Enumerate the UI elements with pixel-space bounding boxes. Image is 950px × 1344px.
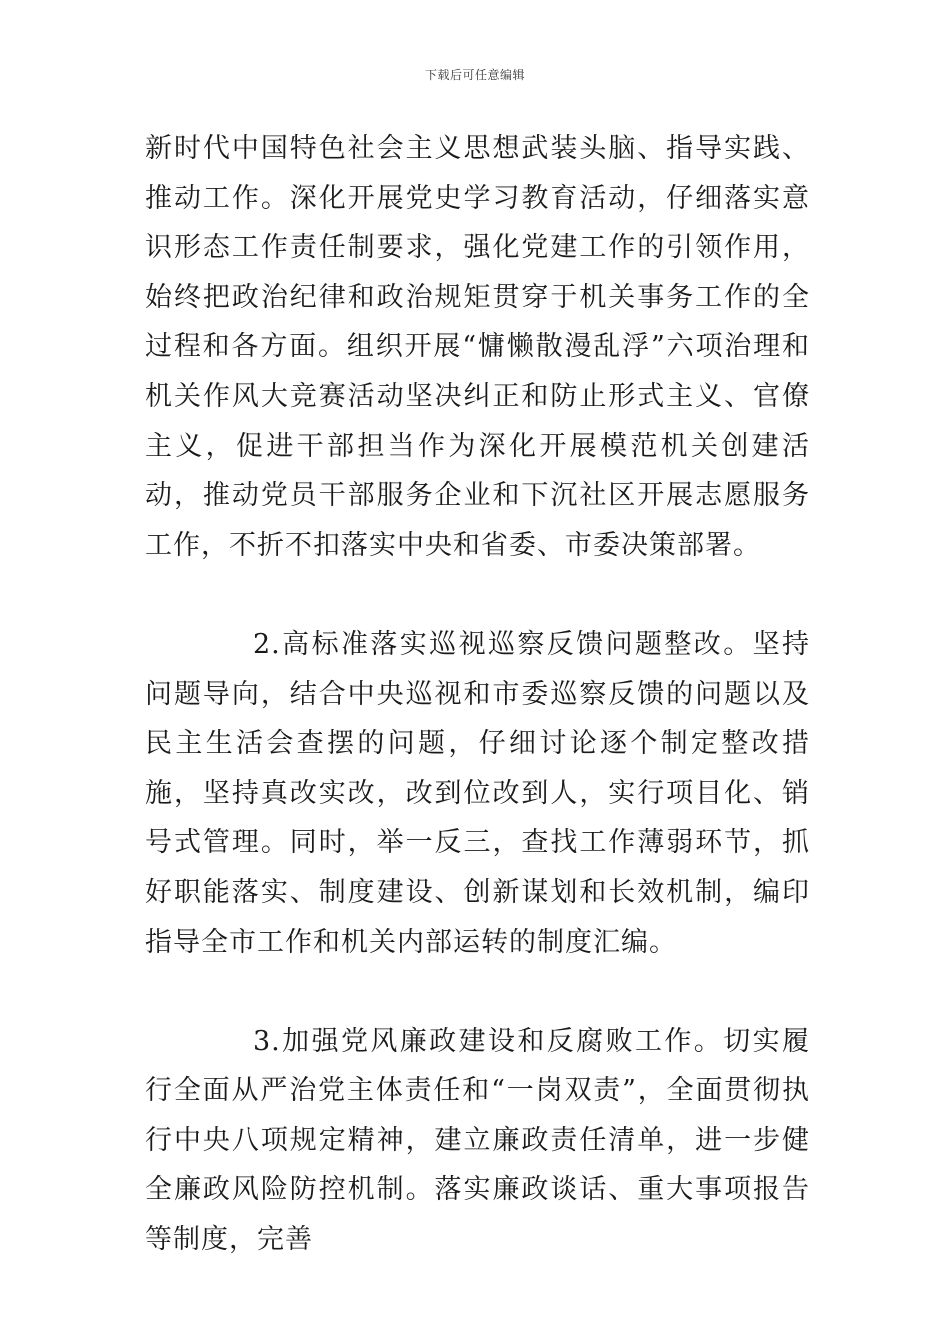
paragraph-continued: 新时代中国特色社会主义思想武装头脑、指导实践、推动工作。深化开展党史学习教育活动，仔细落实意识形态工作责任制要求，强化党建工作的引领作用，始终把政治纪律和政治规矩贯穿于机关事务工作的全过程和各方面。组织开展“慵懒散漫乱浮”六项治理和机关作风大竞赛活动坚决纠正和防止形式主义、官僚主义，促进干部担当作为深化开展模范机关创建活动，推动党员干部服务企业和下沉社区开展志愿服务工作，不折不扣落实中央和省委、市委决策部署。: [145, 133, 810, 561]
document-body: [145, 124, 810, 1265]
header-note: 下载后可任意编辑: [424, 68, 525, 82]
paragraph-item-2: 2.高标准落实巡视巡察反馈问题整改。坚持问题导向，结合中央巡视和市委巡察反馈的问题以及民主生活会查摆的问题，仔细讨论逐个制定整改措施，坚持真改实改，改到位改到人，实行项目化、销号式管理。同时，举一反三，查找工作薄弱环节，抓好职能落实、制度建设、创新谋划和长效机制，编印指导全市工作和机关内部运转的制度汇编。: [145, 628, 810, 958]
paragraph-gap: [145, 570, 810, 620]
paragraph-item-3: 3.加强党风廉政建设和反腐败工作。切实履行全面从严治党主体责任和“一岗双责”，全面贯彻执行中央八项规定精神，建立廉政责任清单，进一步健全廉政风险防控机制。落实廉政谈话、重大事项报告等制度，完善: [145, 1025, 810, 1256]
paragraph-gap: [145, 967, 810, 1017]
